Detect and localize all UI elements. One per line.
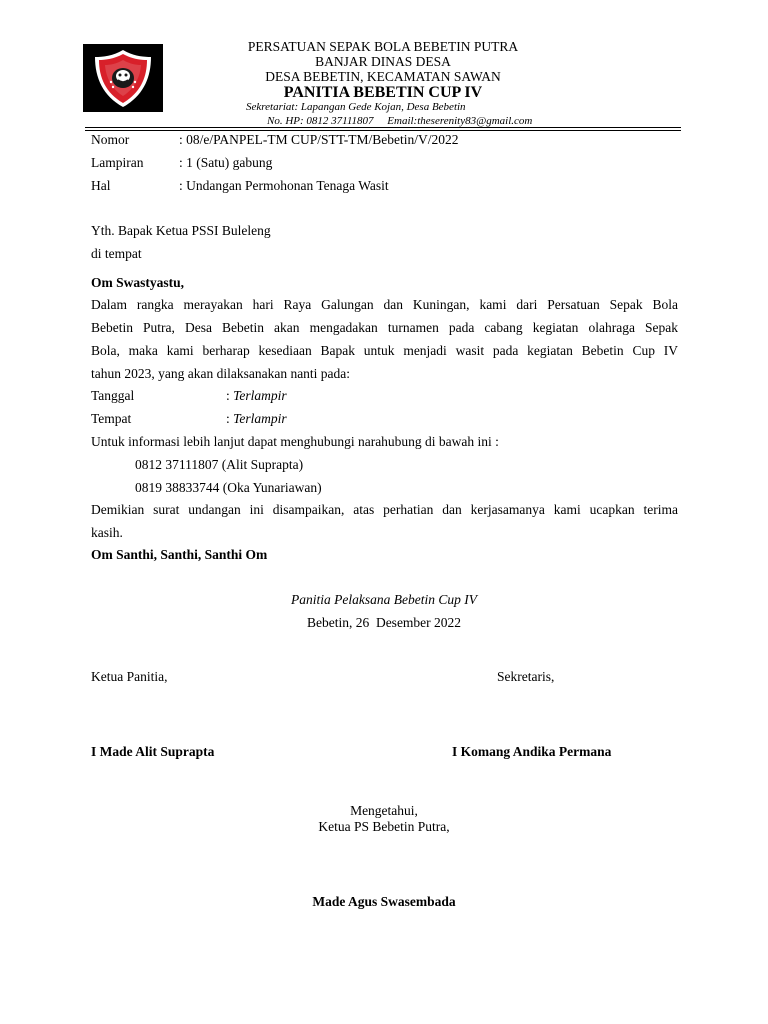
acknowledge-label: Mengetahui, [350,803,418,818]
letterhead-committee: PANITIA BEBETIN CUP IV [283,84,483,101]
letterhead-divider-top [85,127,681,128]
recipient-place: di tempat [91,246,142,261]
acknowledge-title: Ketua PS Bebetin Putra, [318,819,450,834]
tempat-row [226,411,287,427]
letterhead-secretariat: Sekretariat: Lapangan Gede Kojan, Desa Bebetin [246,101,466,113]
letterhead-banjar: BANJAR DINAS DESA [315,54,451,69]
club-logo [83,44,163,112]
letterhead-organization: PERSATUAN SEPAK BOLA BEBETIN PUTRA [247,39,519,54]
farewell: Om Santhi, Santhi, Santhi Om [91,547,268,562]
letterhead-contact: No. HP: 0812 37111807 Email:theserenity83@gmail.com [267,115,533,127]
paragraph-line-1: Dalam rangka merayakan hari Raya Galungan dan Kuningan, kami dari Persatuan Sepak Bola [91,297,678,312]
tempat-colon: : [226,411,234,426]
acknowledge-name: Made Agus Swasembada [312,894,456,909]
shield-icon [83,44,163,112]
tanggal-colon: : [226,388,234,403]
tanggal-value: Terlampir [233,388,287,403]
greeting: Om Swastyastu, [91,275,185,290]
nomor-label: Nomor [91,132,130,147]
lampiran-label: Lampiran [91,155,144,170]
paragraph-line-2: Bebetin Putra, Desa Bebetin akan mengadakan turnamen pada cabang kegiatan olahraga Sepak [91,320,678,335]
lampiran-value: : 1 (Satu) gabung [179,155,273,170]
letterhead-village: DESA BEBETIN, KECAMATAN SAWAN [265,69,501,84]
paragraph-line-4: tahun 2023, yang akan dilaksanakan nanti pada: [91,366,351,381]
secretary-name: I Komang Andika Permana [452,744,612,759]
closing-line-2: kasih. [91,525,123,540]
hal-value: : Undangan Permohonan Tenaga Wasit [179,178,389,193]
tanggal-row [226,388,287,404]
tempat-value: Terlampir [233,411,287,426]
chairman-name: I Made Alit Suprapta [91,744,215,759]
closing-line-1: Demikian surat undangan ini disampaikan, atas perhatian dan kerjasamanya kami ucapkan terima [91,502,678,517]
hal-label: Hal [91,178,111,193]
contact-person-1: 0812 37111807 (Alit Suprapta) [135,457,304,472]
tempat-label: Tempat [91,411,132,426]
place-date: Bebetin, 26 Desember 2022 [306,615,462,630]
tanggal-label: Tanggal [91,388,135,403]
nomor-value: : 08/e/PANPEL-TM CUP/STT-TM/Bebetin/V/2022 [179,132,459,147]
chairman-title: Ketua Panitia, [91,669,168,684]
recipient-name: Yth. Bapak Ketua PSSI Buleleng [91,223,271,238]
secretary-title: Sekretaris, [497,669,555,684]
contact-person-2: 0819 38833744 (Oka Yunariawan) [135,480,322,495]
paragraph-line-3: Bola, maka kami berharap kesediaan Bapak untuk menjadi wasit pada kegiatan Bebetin Cup IV [91,343,678,358]
committee-name: Panitia Pelaksana Bebetin Cup IV [291,592,477,607]
letterhead-divider-bottom [85,130,681,131]
info-line: Untuk informasi lebih lanjut dapat menghubungi narahubung di bawah ini : [91,434,499,449]
